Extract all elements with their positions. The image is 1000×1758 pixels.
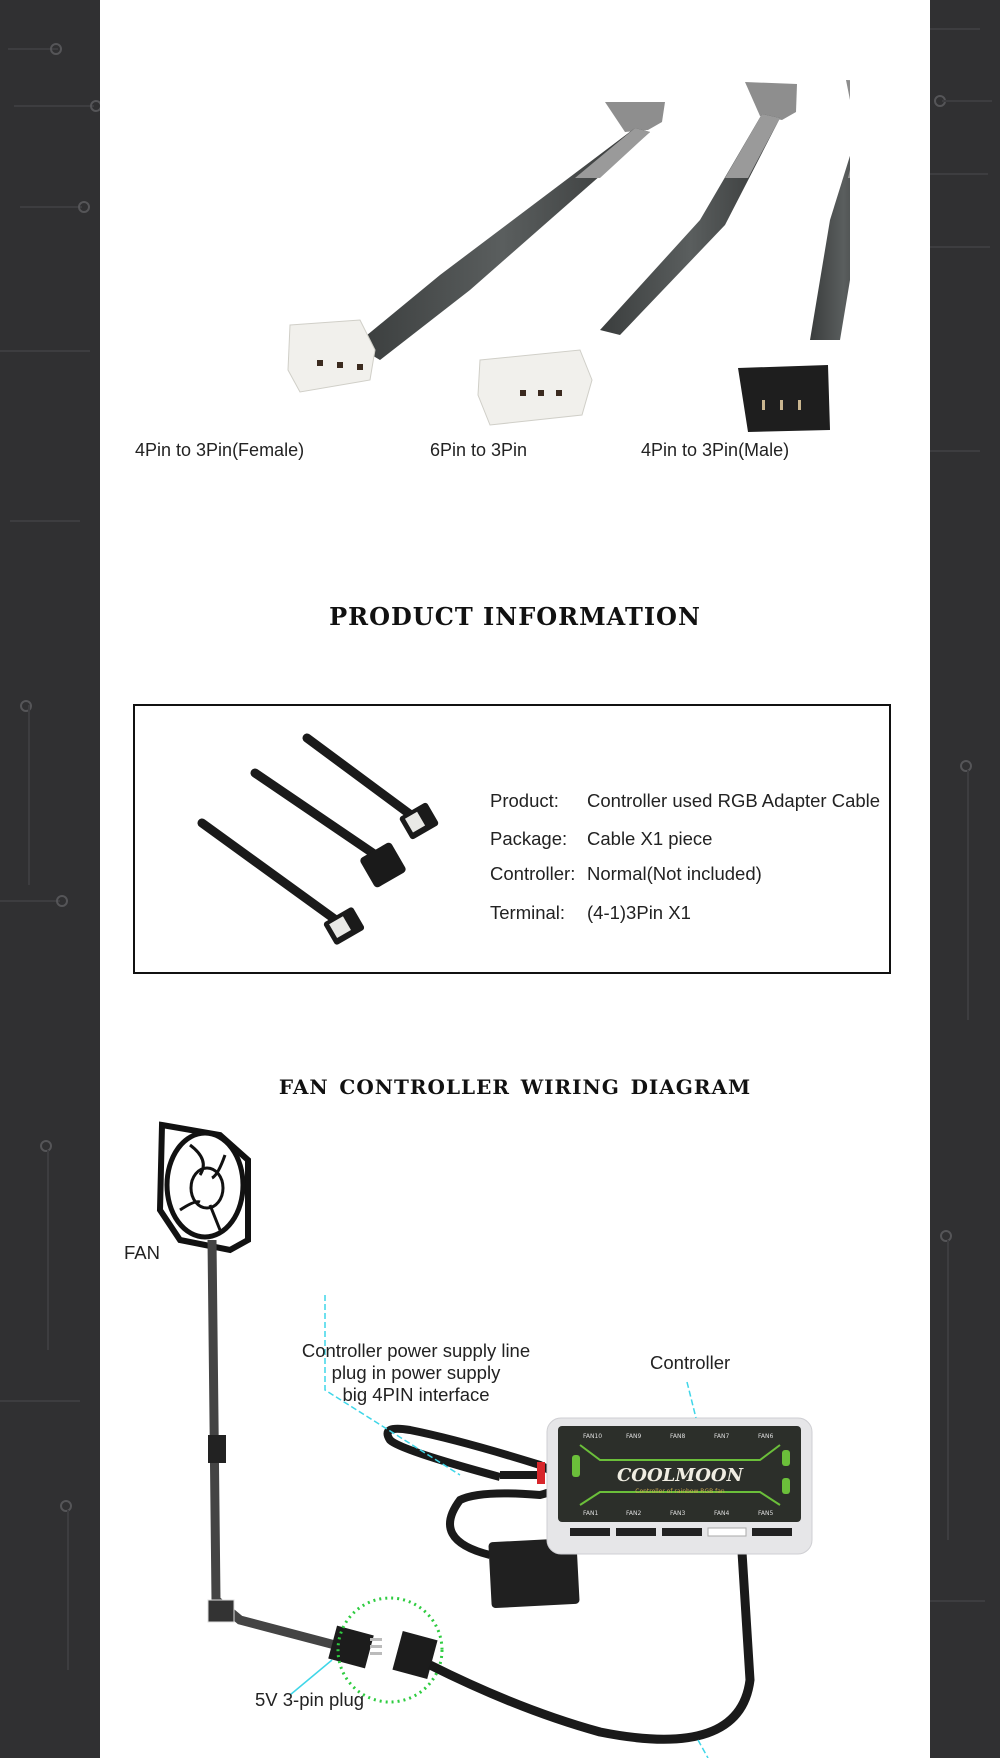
port-label: FAN8 <box>670 1433 686 1440</box>
info-label: Terminal: <box>490 902 566 923</box>
info-label: Package: <box>490 828 568 849</box>
wiring-diagram <box>100 1100 930 1758</box>
controller-brand: COOLMOON <box>616 1465 744 1486</box>
circuit-background-left <box>0 0 100 1758</box>
caption-4pin-male: 4Pin to 3Pin(Male) <box>641 440 790 460</box>
info-label: Controller: <box>490 863 576 884</box>
port-label: FAN3 <box>670 1510 686 1517</box>
cable-4pin-female <box>288 102 665 392</box>
info-row-product <box>490 790 880 812</box>
fan-icon <box>160 1125 248 1250</box>
wiring-diagram-title <box>100 1068 930 1101</box>
port-label: FAN10 <box>583 1433 603 1440</box>
power-label-line: Controller power supply line <box>301 1340 531 1361</box>
circuit-background-right <box>930 0 1000 1758</box>
product-info-title: PRODUCT INFORMATION <box>329 602 701 631</box>
info-row-controller <box>490 863 762 885</box>
power-label-line: big 4PIN interface <box>342 1384 490 1405</box>
product-detail-panel <box>100 0 930 1758</box>
rgb-cables-photo <box>160 718 450 958</box>
info-row-package <box>490 828 712 850</box>
adapter-cables-photo <box>180 70 850 440</box>
controller-device <box>547 1418 812 1554</box>
info-row-terminal <box>490 902 691 924</box>
port-label: FAN2 <box>626 1510 642 1517</box>
info-label: Product: <box>490 790 559 811</box>
port-label: FAN4 <box>714 1510 730 1517</box>
info-value: (4-1)3Pin X1 <box>587 902 691 923</box>
wiring-title-text: fan controller wiring diagram <box>278 1068 752 1101</box>
info-value: Cable X1 piece <box>587 828 713 849</box>
info-value: Controller used RGB Adapter Cable <box>587 790 881 811</box>
controller-subtitle: Controller of rainbow RGB fan <box>635 1488 725 1495</box>
caption-4pin-female: 4Pin to 3Pin(Female) <box>135 440 305 460</box>
fan-label: FAN <box>124 1242 160 1263</box>
info-value: Normal(Not included) <box>587 863 762 884</box>
power-supply-label <box>280 1340 552 1406</box>
port-label: FAN6 <box>758 1433 774 1440</box>
port-label: FAN9 <box>626 1433 642 1440</box>
controller-label: Controller <box>650 1352 731 1373</box>
plug-label: 5V 3-pin plug <box>255 1689 365 1710</box>
power-label-line: plug in power supply <box>331 1362 501 1383</box>
port-label: FAN1 <box>583 1510 599 1517</box>
product-info-box <box>133 704 891 974</box>
port-label: FAN7 <box>714 1433 730 1440</box>
port-label: FAN5 <box>758 1510 774 1517</box>
caption-6pin: 6Pin to 3Pin <box>430 440 528 460</box>
